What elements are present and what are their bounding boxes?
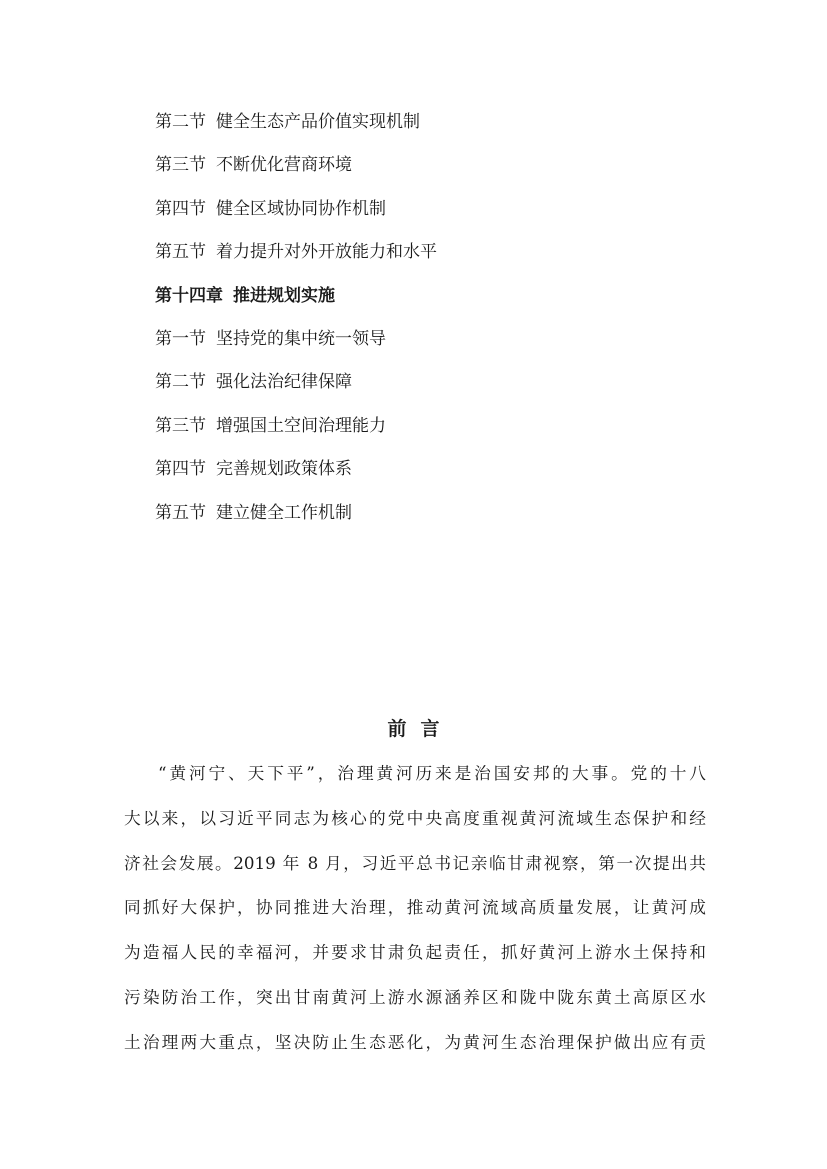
toc-section-title: 增强国土空间治理能力	[216, 415, 386, 436]
toc-section[interactable]	[155, 108, 715, 151]
table-of-contents	[155, 108, 715, 542]
toc-section-title: 完善规划政策体系	[216, 459, 352, 480]
preface-line: 污染防治工作，突出甘南黄河上游水源涵养区和陇中陇东黄土高原区水	[124, 986, 706, 1007]
toc-chapter-14[interactable]	[155, 282, 715, 325]
toc-chapter-title: 推进规划实施	[233, 285, 335, 306]
toc-section[interactable]	[155, 325, 715, 368]
toc-section-title: 强化法治纪律保障	[216, 372, 352, 393]
toc-section[interactable]	[155, 195, 715, 238]
preface-line: 土治理两大重点，坚决防止生态恶化，为黄河生态治理保护做出应有贡	[124, 1031, 706, 1052]
toc-chapter-number: 第十四章	[155, 285, 223, 306]
toc-section-number: 第五节	[155, 242, 206, 263]
toc-section-title: 健全区域协同协作机制	[216, 198, 386, 219]
toc-section[interactable]	[155, 499, 715, 542]
toc-section-title: 建立健全工作机制	[216, 502, 352, 523]
toc-section[interactable]	[155, 412, 715, 455]
toc-section-title: 着力提升对外开放能力和水平	[216, 242, 437, 263]
toc-section-number: 第五节	[155, 502, 206, 523]
toc-section-number: 第三节	[155, 155, 206, 176]
toc-section-number: 第四节	[155, 459, 206, 480]
preface-line: 为造福人民的幸福河，并要求甘肃负起责任，抓好黄河上游水土保持和	[124, 942, 706, 963]
toc-section[interactable]	[155, 151, 715, 194]
preface-line: 大以来，以习近平同志为核心的党中央高度重视黄河流域生态保护和经	[124, 807, 706, 828]
toc-section-number: 第二节	[155, 372, 206, 393]
toc-section-title: 健全生态产品价值实现机制	[216, 112, 420, 132]
toc-section-number: 第二节	[155, 112, 206, 132]
toc-section-title: 坚持党的集中统一领导	[216, 328, 386, 349]
toc-section-number: 第四节	[155, 198, 206, 219]
preface-heading: 前言	[387, 718, 454, 740]
toc-section-number: 第三节	[155, 415, 206, 436]
toc-section-title: 不断优化营商环境	[216, 155, 352, 176]
toc-section[interactable]	[155, 238, 715, 281]
toc-section[interactable]	[155, 368, 715, 411]
preface-paragraph	[124, 758, 706, 1072]
toc-section-number: 第一节	[155, 328, 206, 349]
preface-line: 同抓好大保护，协同推进大治理，推动黄河流域高质量发展，让黄河成	[124, 897, 706, 918]
preface-line: “黄河宁、天下平”，治理黄河历来是治国安邦的大事。党的十八	[158, 763, 706, 783]
preface-line: 济社会发展。2019 年 8 月，习近平总书记亲临甘肃视察，第一次提出共	[124, 852, 706, 873]
toc-section[interactable]	[155, 455, 715, 498]
